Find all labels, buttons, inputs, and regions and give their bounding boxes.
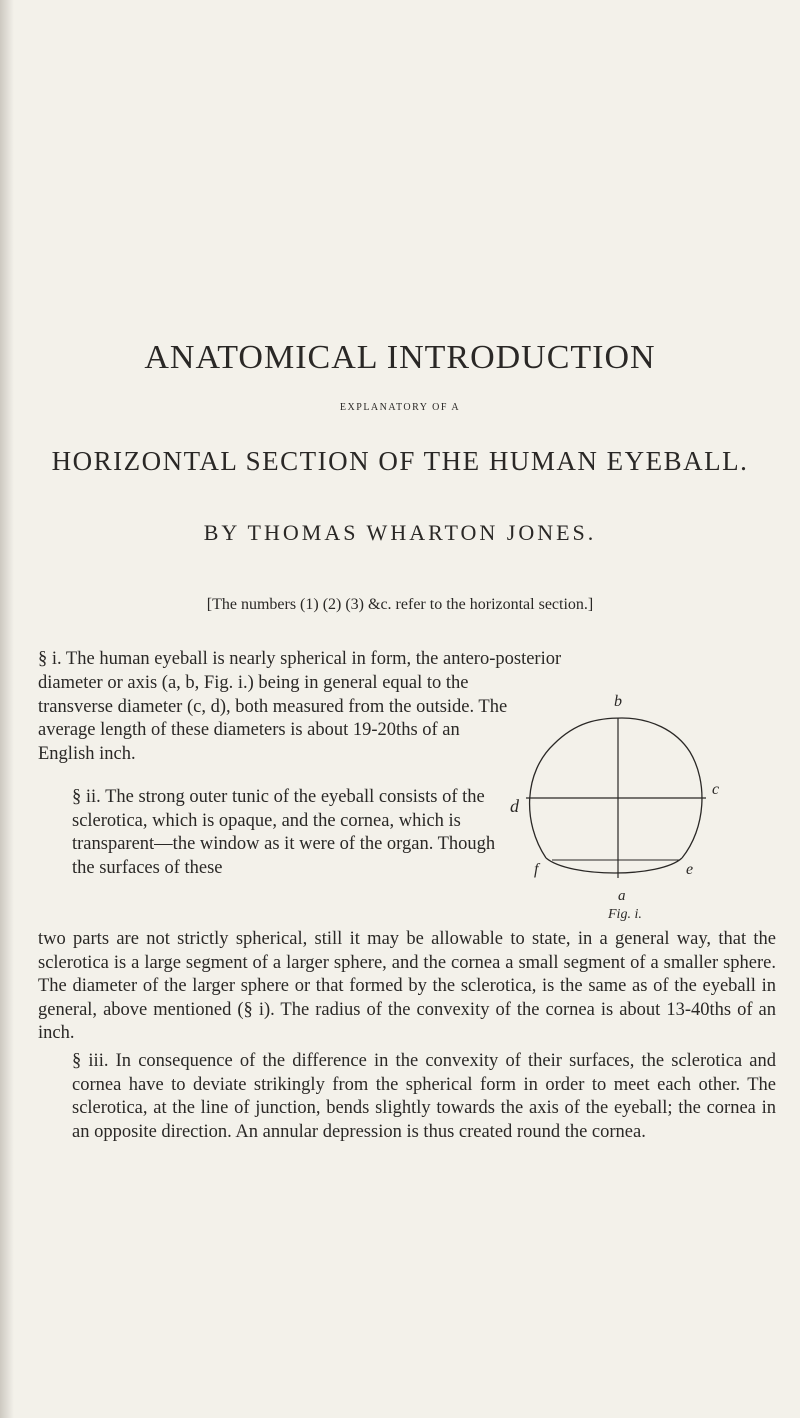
paragraph-1-body: diameter or axis (a, b, Fig. i.) being in general equal to the transverse diameter (c, d), both measured from the outside. The average length of these diameters is about 19-20ths of an English inch. (38, 673, 508, 764)
paragraph-2-continuation: two parts are not strictly spherical, still it may be allowable to state, in a general way, that the sclerotica is a large segment of a larger sphere, and the cornea a small segment of a smaller sphere. The diameter of the larger sphere or that formed by the sclerotica, is the same as of the eyeball in general, above mentioned (§ i). The radius of the convexity of the cornea is about 13-40ths of an inch. (38, 929, 776, 1043)
sclerotica-outline (530, 718, 702, 858)
section-heading: HORIZONTAL SECTION OF THE HUMAN EYEBALL. (51, 446, 749, 476)
eyeball-diagram (510, 682, 740, 932)
label-f: f (534, 861, 539, 878)
page-edge-shadow (0, 0, 14, 1418)
figure-caption: Fig. i. (608, 907, 642, 922)
paragraph-1-first-line: § i. The human eyeball is nearly spherical in form, the antero-posterior (38, 649, 562, 669)
label-a: a (618, 888, 626, 904)
label-e: e (686, 861, 694, 878)
page-title: ANATOMICAL INTRODUCTION (144, 339, 656, 376)
paragraph-2-body: § ii. The strong outer tunic of the eyeball consists of the sclerotica, which is opaque, and the cornea, which is transparent—the window as it were of the organ. Though the surfaces of these (72, 787, 496, 878)
eyeball-figure (510, 682, 740, 932)
paragraph-3: § iii. In consequence of the difference in the convexity of their surfaces, the sclerotica and cornea have to deviate strikingly from the spherical form in order to meet each other. The sclerotica, at the line of junction, bends slightly towards the axis of the eyeball; the cornea in an opposite direction. An annular depression is thus created round the cornea. (72, 1051, 776, 1142)
label-b: b (614, 693, 622, 710)
subtitle: EXPLANATORY OF A (339, 402, 461, 413)
reference-note: [The numbers (1) (2) (3) &c. refer to the horizontal section.] (206, 596, 594, 613)
label-c: c (712, 781, 720, 798)
author-line: BY THOMAS WHARTON JONES. (203, 520, 597, 545)
label-d: d (510, 796, 519, 816)
